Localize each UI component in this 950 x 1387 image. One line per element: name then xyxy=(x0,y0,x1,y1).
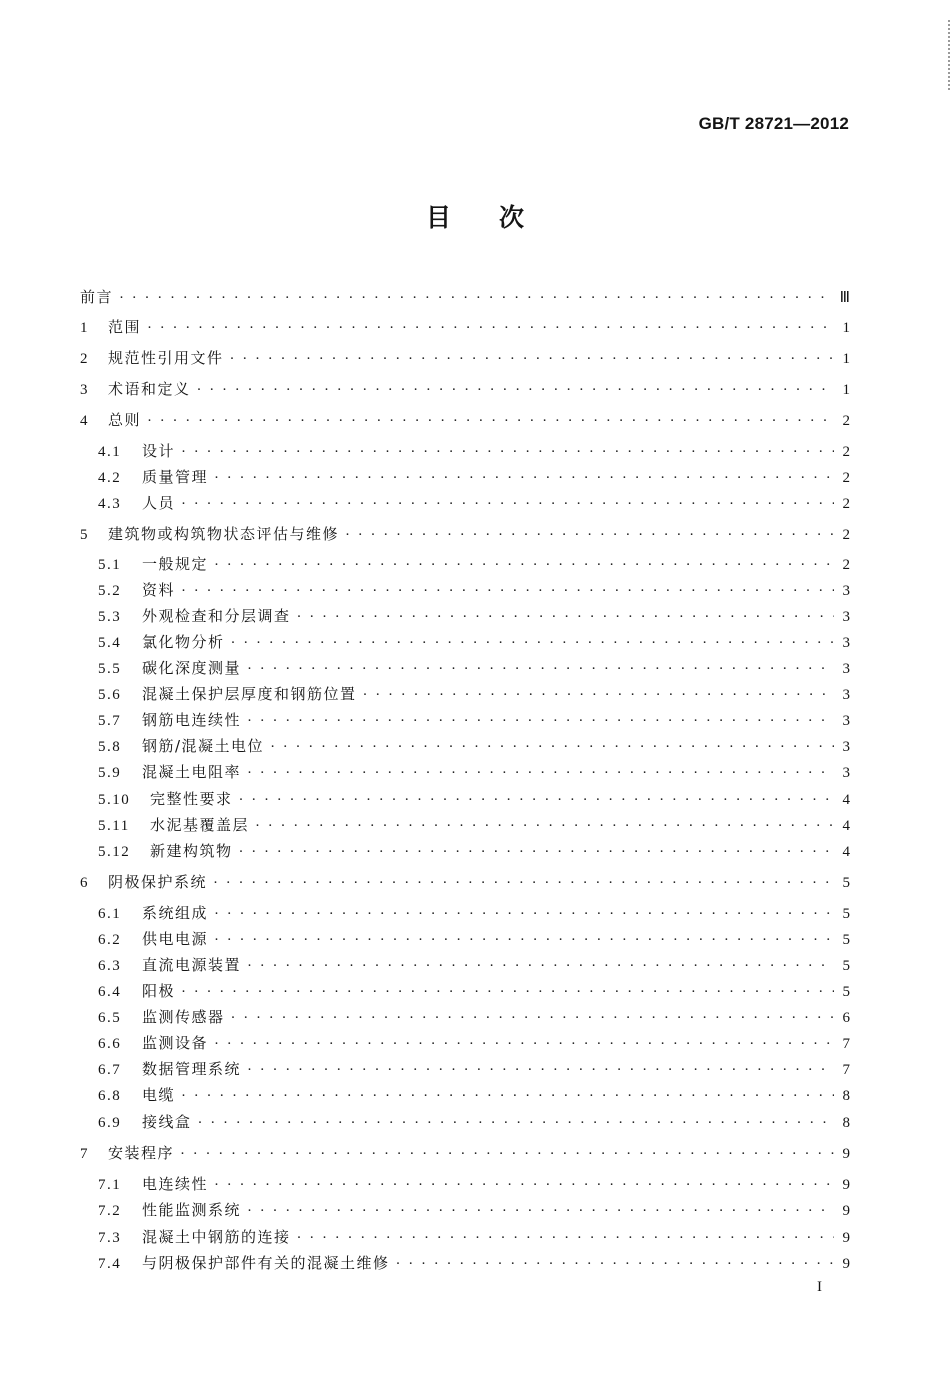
toc-entry[interactable] xyxy=(98,789,850,810)
toc-leader-dots xyxy=(181,442,834,462)
toc-entry-page: 8 xyxy=(842,1115,850,1131)
toc-entry-page: 2 xyxy=(842,496,850,512)
toc-entry[interactable] xyxy=(98,981,850,1002)
toc-entry-page: 5 xyxy=(842,875,850,891)
toc-entry-label: 混凝土电阻率 xyxy=(142,763,242,781)
toc-entry-page: 6 xyxy=(842,1010,850,1026)
toc-leader-dots xyxy=(214,468,834,488)
toc-entry-label: 阴极保护系统 xyxy=(108,873,208,891)
toc-entry-page: Ⅲ xyxy=(839,290,850,306)
toc-entry-page: 2 xyxy=(842,557,850,573)
toc-entry-number: 6.9 xyxy=(98,1115,122,1131)
toc-entry[interactable] xyxy=(98,841,850,862)
toc-entry-label: 监测传感器 xyxy=(142,1008,225,1026)
toc-entry-number: 5.5 xyxy=(98,661,122,677)
toc-entry-label: 规范性引用文件 xyxy=(108,349,224,367)
toc-leader-dots xyxy=(181,1086,834,1106)
toc-entry-page: 4 xyxy=(842,792,850,808)
toc-entry-page: 2 xyxy=(842,470,850,486)
toc-leader-dots xyxy=(239,842,834,862)
toc-leader-dots xyxy=(180,1144,834,1164)
toc-entry-number: 2 xyxy=(80,351,88,367)
toc-entry-number: 5.10 xyxy=(98,792,131,808)
toc-entry-page: 9 xyxy=(842,1230,850,1246)
toc-entry-label: 建筑物或构筑物状态评估与维修 xyxy=(108,525,340,543)
toc-entry-number: 4 xyxy=(80,413,88,429)
toc-leader-dots xyxy=(231,633,834,653)
toc-entry[interactable] xyxy=(80,872,850,893)
toc-entry[interactable] xyxy=(80,317,850,338)
toc-entry-label: 钢筋电连续性 xyxy=(142,711,242,729)
toc-entry-number: 7 xyxy=(80,1146,88,1162)
toc-leader-dots xyxy=(297,607,834,627)
toc-entry[interactable] xyxy=(98,1085,850,1106)
toc-entry-label: 一般规定 xyxy=(142,555,209,573)
toc-entry[interactable] xyxy=(98,441,850,462)
toc-entry-number: 5.12 xyxy=(98,844,131,860)
toc-entry-page: 7 xyxy=(842,1062,850,1078)
toc-leader-dots xyxy=(147,411,834,431)
toc-entry-label: 供电电源 xyxy=(142,930,209,948)
toc-entry-number: 6.3 xyxy=(98,958,122,974)
toc-leader-dots xyxy=(247,763,834,783)
toc-entry-number: 5.6 xyxy=(98,687,122,703)
toc-entry-page: 7 xyxy=(842,1036,850,1052)
toc-leader-dots xyxy=(255,816,834,836)
toc-entry[interactable] xyxy=(80,524,850,545)
toc-leader-dots xyxy=(198,1113,834,1133)
toc-leader-dots xyxy=(247,659,834,679)
scan-edge-marks xyxy=(940,20,950,90)
toc-entry-number: 4.2 xyxy=(98,470,122,486)
toc-entry-page: 1 xyxy=(842,382,850,398)
toc-entry[interactable] xyxy=(80,379,850,400)
toc-entry-label: 资料 xyxy=(142,581,176,599)
toc-entry[interactable] xyxy=(98,1227,850,1248)
toc-entry-number: 7.1 xyxy=(98,1177,122,1193)
toc-entry[interactable] xyxy=(98,580,850,601)
toc-entry-number: 3 xyxy=(80,382,88,398)
toc-entry-label: 钢筋/混凝土电位 xyxy=(142,737,265,755)
toc-entry-number: 6.2 xyxy=(98,932,122,948)
toc-entry-number: 7.4 xyxy=(98,1256,122,1272)
toc-entry[interactable] xyxy=(98,493,850,514)
toc-entry-label: 安装程序 xyxy=(108,1144,175,1162)
toc-entry[interactable] xyxy=(98,762,850,783)
toc-entry-number: 1 xyxy=(80,320,88,336)
toc-entry-number: 6.4 xyxy=(98,984,122,1000)
toc-leader-dots xyxy=(230,349,834,369)
toc-entry-page: 4 xyxy=(842,844,850,860)
toc-entry[interactable] xyxy=(98,554,850,575)
toc-entry[interactable] xyxy=(98,1112,850,1133)
toc-entry[interactable] xyxy=(98,632,850,653)
toc-entry[interactable] xyxy=(98,955,850,976)
toc-leader-dots xyxy=(197,380,834,400)
toc-entry-label: 接线盒 xyxy=(142,1113,192,1131)
toc-leader-dots xyxy=(270,737,834,757)
toc-entry[interactable] xyxy=(98,1174,850,1195)
toc-leader-dots xyxy=(181,581,834,601)
toc-entry[interactable] xyxy=(98,684,850,705)
toc-leader-dots xyxy=(247,1060,834,1080)
toc-leader-dots xyxy=(213,873,834,893)
toc-entry-page: 1 xyxy=(842,320,850,336)
toc-entry-label: 电连续性 xyxy=(142,1175,209,1193)
toc-leader-dots xyxy=(247,1201,834,1221)
toc-entry-label: 总则 xyxy=(108,411,142,429)
toc-entry-number: 5.2 xyxy=(98,583,122,599)
toc-entry-number: 6.7 xyxy=(98,1062,122,1078)
toc-entry-label: 质量管理 xyxy=(142,468,209,486)
toc-entry[interactable] xyxy=(80,287,850,308)
toc-entry-page: 8 xyxy=(842,1088,850,1104)
toc-leader-dots xyxy=(214,930,834,950)
toc-entry[interactable] xyxy=(98,658,850,679)
toc-leader-dots xyxy=(214,1034,834,1054)
toc-entry-number: 7.2 xyxy=(98,1203,122,1219)
toc-entry-label: 氯化物分析 xyxy=(142,633,225,651)
toc-entry-label: 水泥基覆盖层 xyxy=(150,816,250,834)
toc-entry-number: 4.3 xyxy=(98,496,122,512)
toc-leader-dots xyxy=(214,904,834,924)
toc-entry-page: 5 xyxy=(842,984,850,1000)
toc-entry-number: 6.5 xyxy=(98,1010,122,1026)
toc-entry-page: 4 xyxy=(842,818,850,834)
toc-entry-page: 3 xyxy=(842,765,850,781)
toc-entry-page: 9 xyxy=(842,1146,850,1162)
toc-leader-dots xyxy=(239,790,834,810)
page-number: I xyxy=(817,1279,822,1295)
toc-leader-dots xyxy=(231,1008,834,1028)
toc-entry-number: 5.9 xyxy=(98,765,122,781)
toc-entry[interactable] xyxy=(98,710,850,731)
toc-entry[interactable] xyxy=(98,903,850,924)
toc-entry[interactable] xyxy=(98,606,850,627)
standard-code: GB/T 28721—2012 xyxy=(698,114,849,133)
toc-entry[interactable] xyxy=(98,815,850,836)
toc-entry-number: 5.11 xyxy=(98,818,130,834)
toc-entry-number: 5.3 xyxy=(98,609,122,625)
toc-leader-dots xyxy=(119,288,834,308)
toc-entry-label: 外观检查和分层调查 xyxy=(142,607,291,625)
toc-entry-page: 5 xyxy=(842,932,850,948)
toc-entry[interactable] xyxy=(98,1253,850,1274)
toc-entry-label: 完整性要求 xyxy=(150,790,233,808)
toc-entry[interactable] xyxy=(98,736,850,757)
toc-entry-page: 5 xyxy=(842,958,850,974)
toc-entry-label: 系统组成 xyxy=(142,904,209,922)
toc-entry-page: 3 xyxy=(842,635,850,651)
toc-entry-label: 设计 xyxy=(142,442,176,460)
toc-leader-dots xyxy=(297,1228,834,1248)
toc-entry-number: 5.7 xyxy=(98,713,122,729)
toc-entry[interactable] xyxy=(98,1200,850,1221)
toc-entry-label: 性能监测系统 xyxy=(142,1201,242,1219)
toc-entry-page: 9 xyxy=(842,1256,850,1272)
toc-entry-label: 新建构筑物 xyxy=(150,842,233,860)
toc-entry-number: 5.1 xyxy=(98,557,122,573)
toc-entry-label: 与阴极保护部件有关的混凝土维修 xyxy=(142,1254,390,1272)
toc-entry-page: 3 xyxy=(842,713,850,729)
toc-entry[interactable] xyxy=(80,1143,850,1164)
toc-entry[interactable] xyxy=(98,467,850,488)
toc-entry[interactable] xyxy=(98,1059,850,1080)
toc-entry-label: 监测设备 xyxy=(142,1034,209,1052)
toc-entry-number: 7.3 xyxy=(98,1230,122,1246)
toc-entry-label: 碳化深度测量 xyxy=(142,659,242,677)
toc-entry-label: 数据管理系统 xyxy=(142,1060,242,1078)
toc-entry[interactable] xyxy=(98,929,850,950)
toc-leader-dots xyxy=(214,555,834,575)
toc-leader-dots xyxy=(214,1175,834,1195)
toc-entry-page: 3 xyxy=(842,687,850,703)
toc-entry-page: 3 xyxy=(842,661,850,677)
toc-entry-page: 9 xyxy=(842,1177,850,1193)
toc-leader-dots xyxy=(147,318,834,338)
toc-entry-label: 人员 xyxy=(142,494,176,512)
toc-entry-page: 2 xyxy=(842,444,850,460)
toc-entry-label: 术语和定义 xyxy=(108,380,191,398)
toc-entry-page: 3 xyxy=(842,609,850,625)
toc-entry-label: 混凝土中钢筋的连接 xyxy=(142,1228,291,1246)
toc-entry-label: 阳极 xyxy=(142,982,176,1000)
toc-entry-number: 5.4 xyxy=(98,635,122,651)
toc-entry-number: 5.8 xyxy=(98,739,122,755)
toc-entry-page: 3 xyxy=(842,583,850,599)
page-title: 目次 xyxy=(425,203,572,232)
toc-entry[interactable] xyxy=(80,348,850,369)
toc-entry-label: 范围 xyxy=(108,318,142,336)
toc-entry-number: 5 xyxy=(80,527,88,543)
toc-entry[interactable] xyxy=(80,410,850,431)
toc-entry-page: 5 xyxy=(842,906,850,922)
toc-entry[interactable] xyxy=(98,1033,850,1054)
toc-leader-dots xyxy=(396,1254,834,1274)
toc-entry-number: 6.8 xyxy=(98,1088,122,1104)
toc-entry-number: 6.1 xyxy=(98,906,122,922)
toc-entry-label: 前言 xyxy=(80,288,114,306)
toc-entry-label: 混凝土保护层厚度和钢筋位置 xyxy=(142,685,357,703)
toc-entry-number: 4.1 xyxy=(98,444,122,460)
toc-leader-dots xyxy=(181,982,834,1002)
toc-leader-dots xyxy=(345,525,834,545)
toc-entry-page: 2 xyxy=(842,527,850,543)
toc-leader-dots xyxy=(181,494,834,514)
toc-entry-page: 9 xyxy=(842,1203,850,1219)
toc-entry-label: 电缆 xyxy=(142,1086,176,1104)
toc-entry-number: 6.6 xyxy=(98,1036,122,1052)
toc-leader-dots xyxy=(247,711,834,731)
toc-leader-dots xyxy=(363,685,834,705)
toc-entry-page: 2 xyxy=(842,413,850,429)
toc-leader-dots xyxy=(247,956,834,976)
toc-entry-page: 1 xyxy=(842,351,850,367)
toc-entry-page: 3 xyxy=(842,739,850,755)
toc-entry[interactable] xyxy=(98,1007,850,1028)
toc-entry-number: 6 xyxy=(80,875,88,891)
toc-entry-label: 直流电源装置 xyxy=(142,956,242,974)
